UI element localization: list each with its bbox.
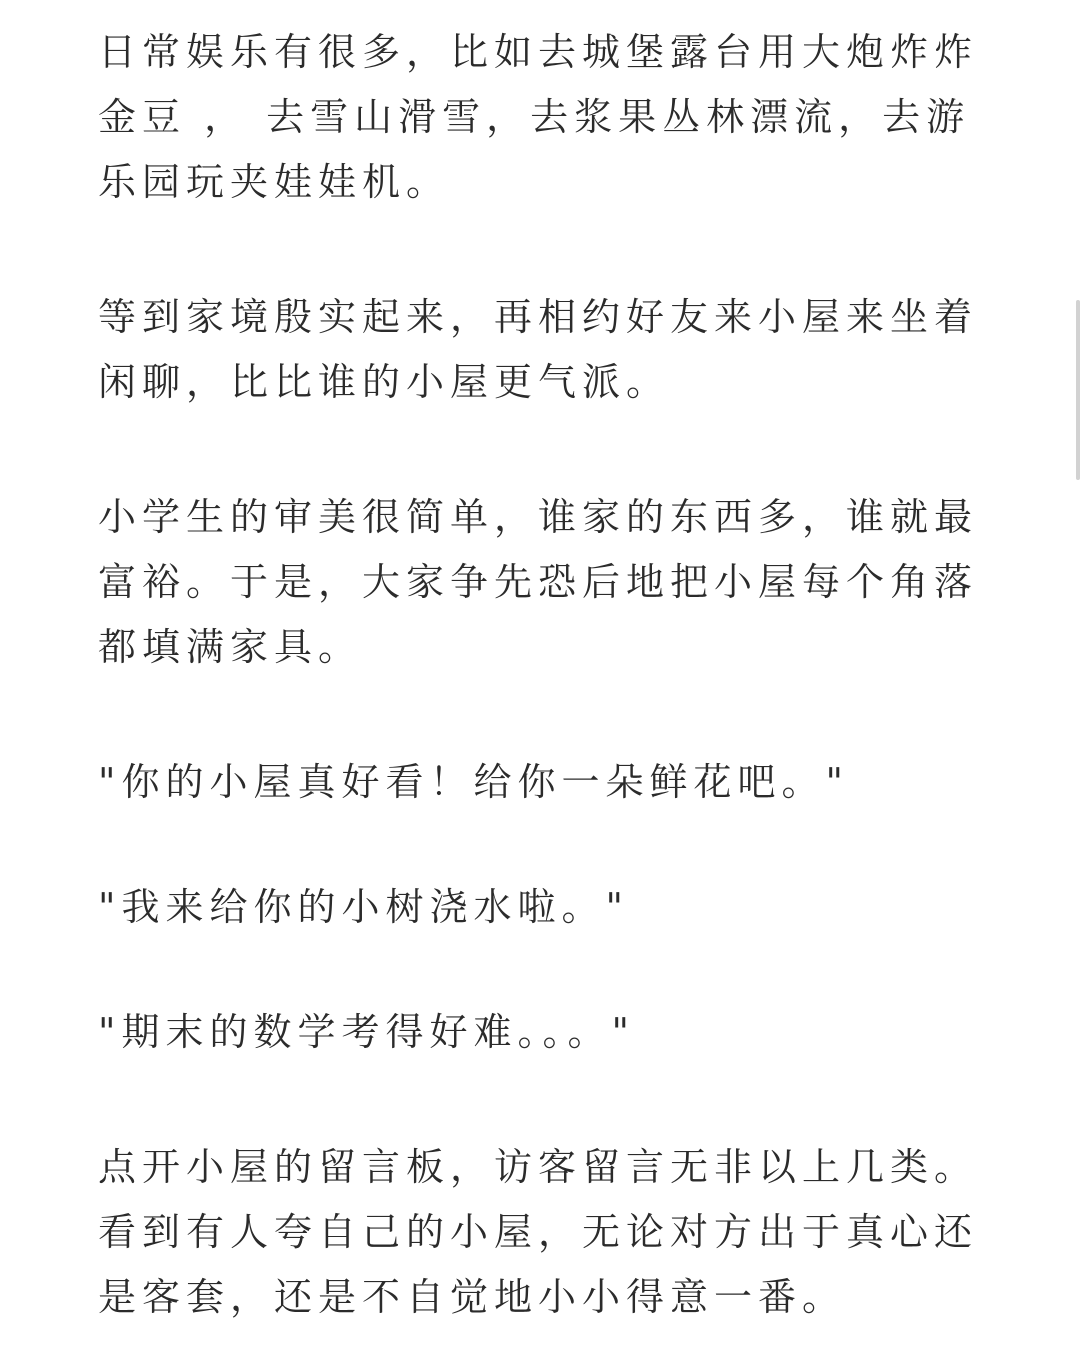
scrollbar[interactable] bbox=[1074, 0, 1080, 1360]
paragraph-aesthetics: 小学生的审美很简单，谁家的东西多，谁就最富裕。于是，大家争先恐后地把小屋每个角落都填满家具。 bbox=[98, 495, 979, 669]
paragraph-daily-entertainment: 日常娱乐有很多，比如去城堡露台用大炮炸炸金豆 ， 去雪山滑雪，去浆果丛林漂流，去游乐园玩夹娃娃机。 bbox=[98, 30, 979, 204]
paragraph-message-board: 点开小屋的留言板，访客留言无非以上几类。看到有人夸自己的小屋，无论对方出于真心还是客套，还是不自觉地小小得意一番。 bbox=[98, 1145, 979, 1319]
quote-math-exam: "期末的数学考得好难。。。" bbox=[98, 1010, 635, 1054]
quote-flower: "你的小屋真好看！给你一朵鲜花吧。" bbox=[98, 760, 849, 804]
quote-water-tree: "我来给你的小树浇水啦。" bbox=[98, 885, 629, 929]
article-body bbox=[98, 20, 978, 1330]
paragraph-invite-friends: 等到家境殷实起来，再相约好友来小屋来坐着闲聊，比比谁的小屋更气派。 bbox=[98, 295, 979, 404]
scrollbar-thumb[interactable] bbox=[1076, 300, 1080, 480]
